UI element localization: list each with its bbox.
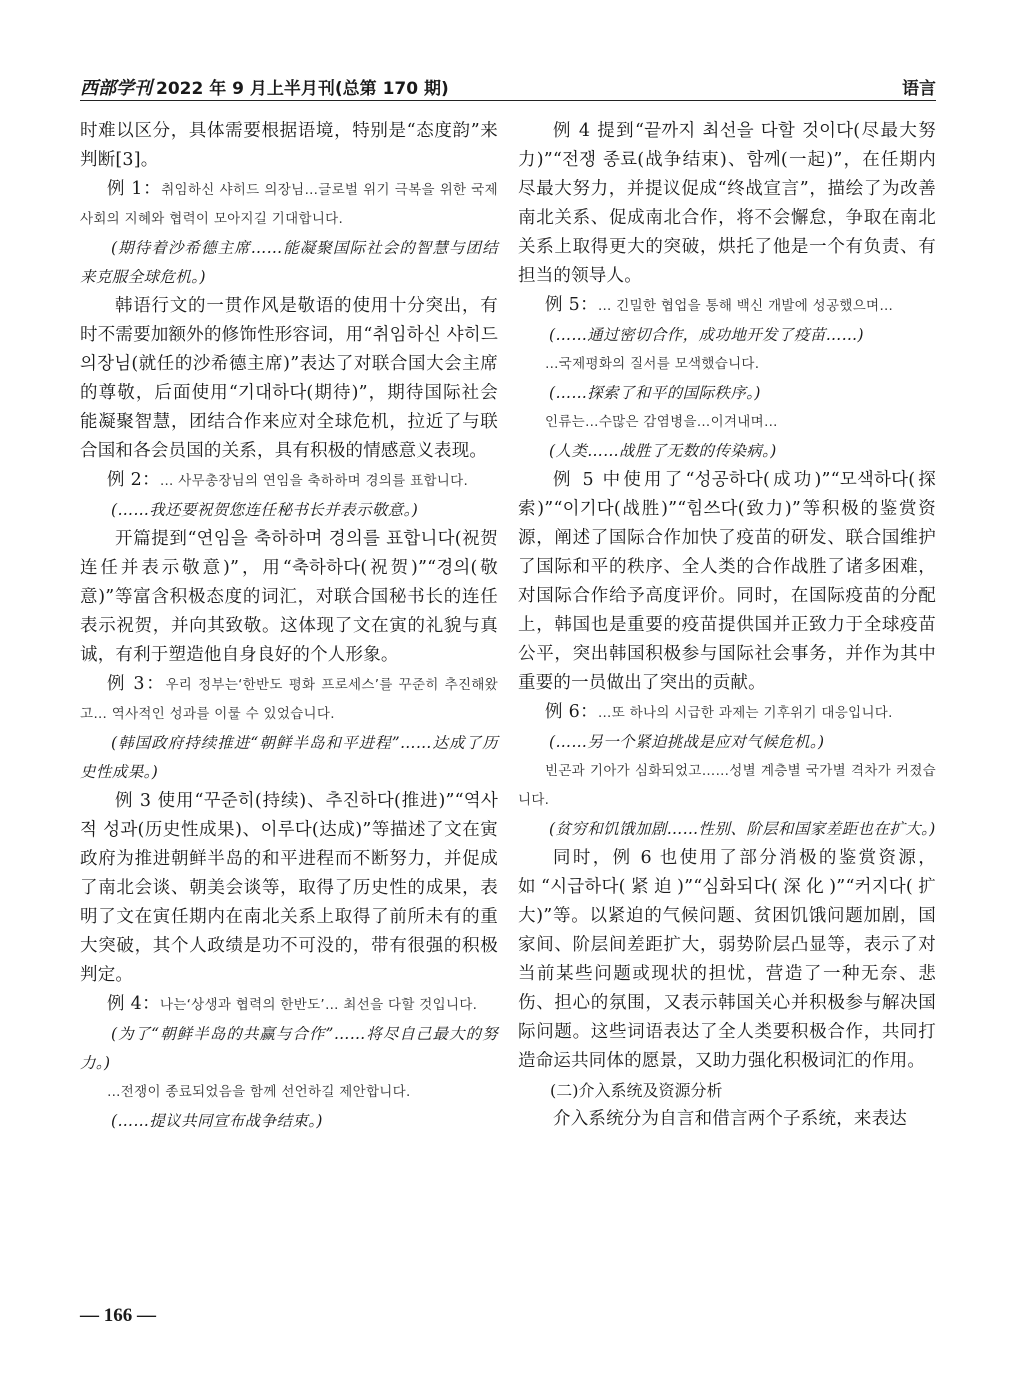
journal-title — [80, 74, 449, 100]
right-column — [518, 117, 936, 1134]
example-1-translation: (期待着沙希德主席……能凝聚国际社会的智慧与团结来克服全球危机。) — [80, 239, 498, 286]
example-5c-korean: 인류는…수많은 감염병을…이겨내며… — [545, 414, 778, 430]
header-rule — [80, 100, 936, 101]
example-label: 例 6： — [545, 702, 598, 722]
example-6b-translation: (贫穷和饥饿加剧……性别、阶层和国家差距也在扩大。) — [549, 820, 936, 838]
example-label: 例 3： — [107, 674, 166, 694]
example-5-korean — [518, 291, 936, 321]
paragraph: 例 3 使用“꾸준히(持续)、추진하다(推进)”“역사적 성과(历史性成果)、이루다(达成)”等描述了文在寅政府为推进朝鲜半岛的和平进程而不断努力，并促成了南北会谈、朝美会谈等，取得了历史性的成果，表明了文在寅任期内在南北关系上取得了前所未有的重大突破，其个人政绩是功不可没的，带有很强的积极判定。 — [80, 791, 498, 985]
paragraph: 介入系统分为自言和借言两个子系统，来表达 — [553, 1109, 907, 1129]
left-column — [80, 117, 498, 1136]
page-number: — 166 — — [80, 1305, 156, 1326]
paragraph: 韩语行文的一贯作风是敬语的使用十分突出，有时不需要加额外的修饰性形容词，用“취임하신 샤히드 의장님(就任的沙希德主席)”表达了对联合国大会主席的尊敬，后面使用“기대하다(期待)”，期待国际社会能凝聚智慧，团结合作来应对全球危机，拉近了与联合国和各会员国的关系，具有积极的情感意义表现。 — [80, 296, 498, 461]
example-3-translation: (韩国政府持续推进“朝鲜半岛和平进程”……达成了历史性成果。) — [80, 734, 498, 781]
example-label: 例 1： — [107, 179, 162, 199]
example-label: 例 2： — [107, 470, 160, 490]
example-5b-korean: …국제평화의 질서를 모색했습니다. — [545, 356, 760, 372]
example-4b-korean: …전쟁이 종료되었음을 함께 선언하길 제안합니다. — [107, 1084, 411, 1100]
korean-text: … 사무총장님의 연임을 축하하며 경의를 표합니다. — [159, 473, 469, 489]
section-label: 语言 — [902, 79, 936, 99]
example-4-korean — [80, 990, 498, 1020]
korean-text: 나는‘상생과 협력의 한반도’… 최선을 다할 것입니다. — [159, 997, 478, 1013]
paragraph: 同时，例 6 也使用了部分消极的鉴赏资源，如“시급하다(紧迫)”“심화되다(深化)”“커지다(扩大)”等。以紧迫的气候问题、贫困饥饿问题加剧，国家间、阶层间差距扩大，弱势阶层凸显等，表示了对当前某些问题或现状的担忧，营造了一种无奈、悲伤、担心的氛围，又表示韩国关心并积极参与解决国际问题。这些词语表达了全人类要积极合作，共同打造命运共同体的愿景，又助力强化积极词汇的作用。 — [518, 848, 936, 1071]
korean-text: … 긴밀한 협업을 통해 백신 개발에 성공했으며… — [597, 298, 894, 314]
example-4b-translation: (……提议共同宣布战争结束。) — [111, 1112, 323, 1130]
paragraph: 例 5 中使用了“성공하다(成功)”“모색하다(探索)”“이기다(战胜)”“힘쓰다(致力)”等积极的鉴赏资源，阐述了国际合作加快了疫苗的研发、联合国维护了国际和平的秩序、全人类的合作战胜了诸多困难，对国际合作给予高度评价。同时，在国际疫苗的分配上，韩国也是重要的疫苗提供国并正致力于全球疫苗公平，突出韩国积极参与国际社会事务，并作为其中重要的一员做出了突出的贡献。 — [518, 470, 936, 693]
example-3-korean — [80, 670, 498, 729]
paragraph: 例 4 提到“끝까지 최선을 다할 것이다(尽最大努力)”“전쟁 종료(战争结束)、함께(一起)”，在任期内尽最大努力，并提议促成“终战宣言”，描绘了为改善南北关系、促成南北合作，将不会懈怠，争取在南北关系上取得更大的突破，烘托了他是一个有负责、有担当的领导人。 — [518, 121, 936, 286]
example-5b-translation: (……探索了和平的国际秩序。) — [549, 384, 761, 402]
example-4-translation: (为了“朝鲜半岛的共赢与合作”……将尽自己最大的努力。) — [80, 1025, 498, 1072]
example-5-translation: (……通过密切合作，成功地开发了疫苗……) — [549, 326, 864, 344]
section-heading: (二)介入系统及资源分析 — [550, 1081, 723, 1100]
example-6-translation: (……另一个紧迫挑战是应对气候危机。) — [549, 733, 825, 751]
korean-text: …또 하나의 시급한 과제는 기후위기 대응입니다. — [597, 705, 893, 721]
paragraph: 开篇提到“연임을 축하하며 경의를 표합니다(祝贺连任并表示敬意)”，用“축하하다(祝贺)”“경의(敬意)”等富含积极态度的词汇，对联合国秘书长的连任表示祝贺，并向其致敬。这体现了文在寅的礼貌与真诚，有利于塑造他自身良好的个人形象。 — [80, 529, 498, 665]
korean-text: 취임하신 샤히드 의장님…글로벌 위기 극복을 위한 국제사회의 지혜와 협력이 모아지길 기대합니다. — [80, 182, 498, 227]
example-5c-translation: (人类……战胜了无数的传染病。) — [549, 442, 777, 460]
journal-logo: 西部学刊 — [80, 78, 152, 99]
example-6-korean — [518, 698, 936, 728]
example-2-korean — [80, 466, 498, 496]
journal-issue: 2022 年 9 月上半月刊(总第 170 期) — [156, 79, 449, 99]
example-2-translation: (……我还要祝贺您连任秘书长并表示敬意。) — [111, 501, 419, 519]
example-6b-korean: 빈곤과 기아가 심화되었고……성별 계층별 국가별 격차가 커졌습니다. — [518, 763, 936, 808]
example-label: 例 5： — [545, 295, 598, 315]
example-1-korean — [80, 175, 498, 234]
korean-text: 우리 정부는‘한반도 평화 프로세스’를 꾸준히 추진해왔고… 역사적인 성과를 이룰 수 있었습니다. — [80, 677, 498, 722]
example-label: 例 4： — [107, 994, 160, 1014]
paragraph: 时难以区分，具体需要根据语境，特别是“态度韵”来判断[3]。 — [80, 121, 498, 170]
